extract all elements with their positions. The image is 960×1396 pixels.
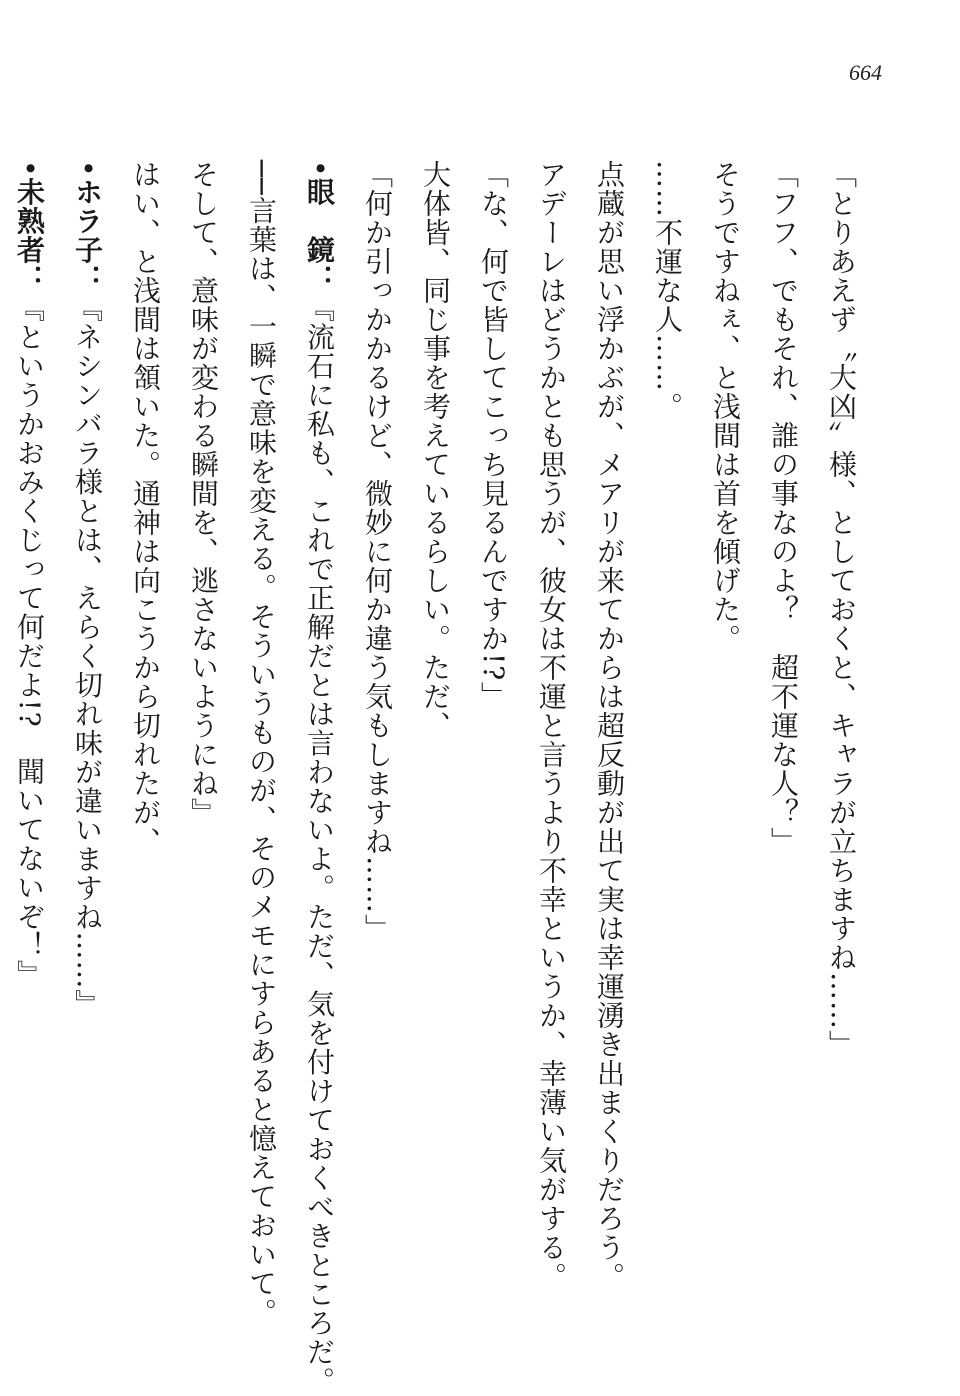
page-number: 664 — [849, 60, 882, 85]
text-line: アデーレはどうかとも思うが、彼女は不運と言うより不幸というか、幸薄い気がする。 — [535, 160, 568, 1291]
text-line: ……不運な人……。 — [651, 160, 684, 421]
speaker-separator: ： — [71, 264, 104, 294]
chat-text: 『流石に私も、これで正解だとは言わないよ。ただ、気を付けておくべきところだ。 — [303, 293, 336, 1396]
chat-line — [0, 160, 58, 1310]
text-line: そして、意味が変わる瞬間を、逃さないようにね』 — [187, 160, 220, 827]
text-line: ──言葉は、一瞬で意味を変える。そういうものが、そのメモにすらあると憶えておいて。 — [245, 160, 278, 1327]
chat-text: 『というかおみくじって何だよ!? 聞いてないぞ！』 — [13, 293, 46, 989]
speaker-separator: ： — [303, 264, 336, 294]
text-line: 「何か引っかかるけど、微妙に何か違う気もしますね……」 — [361, 160, 394, 943]
bullet-mark: • — [303, 160, 336, 178]
text-line: 「とりあえず〝大凶〟様、としておくと、キャラが立ちますね……」 — [825, 160, 858, 1059]
chat-line — [58, 160, 116, 1310]
text-line: 点蔵が思い浮かぶが、メアリが来てからは超反動が出て実は幸運湧き出まくりだろう。 — [593, 160, 626, 1291]
bullet-mark: • — [71, 160, 104, 178]
text-line: 大体皆、同じ事を考えているらしい。ただ、 — [419, 160, 452, 740]
text-line: そうですねぇ、と浅間は首を傾げた。 — [709, 160, 742, 653]
vertical-text-body — [13, 160, 870, 1396]
text-line: はい、と浅間は頷いた。通神は向こうから切れたが、 — [129, 160, 162, 856]
bullet-mark: • — [13, 160, 46, 178]
speaker-name: 眼 鏡 — [303, 177, 336, 265]
chat-line — [290, 160, 348, 1396]
text-line: 「な、何で皆してこっち見るんですか!?」 — [477, 160, 510, 711]
chat-text: 『ネシンバラ様とは、えらく切れ味が違いますね……』 — [71, 293, 104, 1019]
text-line: 「フフ、でもそれ、誰の事なのよ？ 超不運な人？」 — [767, 160, 800, 856]
speaker-name: 未熟者 — [13, 177, 46, 265]
speaker-separator: ： — [13, 264, 46, 294]
speaker-name: ホラ子 — [71, 177, 104, 265]
